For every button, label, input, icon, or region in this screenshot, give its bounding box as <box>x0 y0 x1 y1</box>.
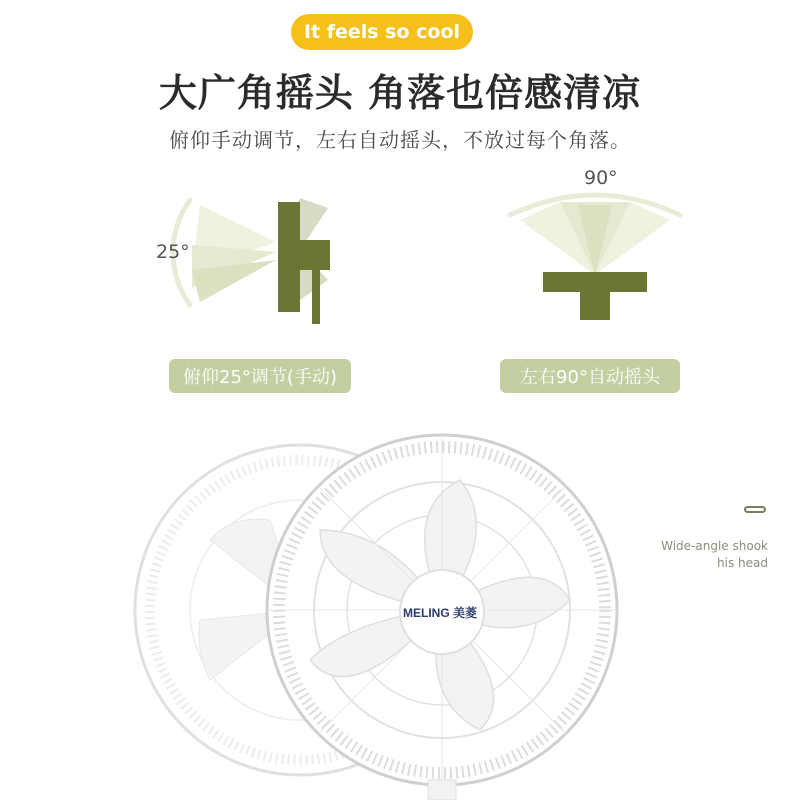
slogan-badge <box>291 14 473 50</box>
oscillation-fan-head <box>543 272 647 292</box>
tilt-fan-head <box>278 202 300 312</box>
subheadline: 俯仰手动调节，左右自动摇头，不放过每个角落。 <box>169 128 631 152</box>
tilt-fan-pole <box>312 270 320 324</box>
slogan-text: It feels so cool <box>303 21 461 43</box>
fan-pole <box>428 780 456 800</box>
tilt-fan-neck <box>300 240 330 270</box>
fan-product-image <box>0 420 800 800</box>
oscillation-fan-neck <box>580 292 610 320</box>
wide-angle-caption <box>630 538 768 572</box>
fan-front <box>267 435 617 785</box>
tilt-pill-label: 俯仰25°调节(手动) <box>183 367 337 388</box>
headline: 大广角摇头 角落也倍感清凉 <box>158 71 642 115</box>
oscillation-pill-label: 左右90°自动摇头 <box>520 367 660 388</box>
fan-brand-logo: MELING 美菱 <box>403 606 477 620</box>
tilt-angle-label: 25° <box>156 241 190 263</box>
caption-line-1: Wide-angle shook <box>661 539 768 553</box>
tilt-pill <box>169 359 351 393</box>
oscillation-pill <box>500 359 680 393</box>
oscillation-diagram <box>500 180 690 330</box>
oscillation-angle-label: 90° <box>584 167 618 189</box>
caption-line-2: his head <box>717 556 768 570</box>
caption-marker-icon <box>744 506 766 513</box>
